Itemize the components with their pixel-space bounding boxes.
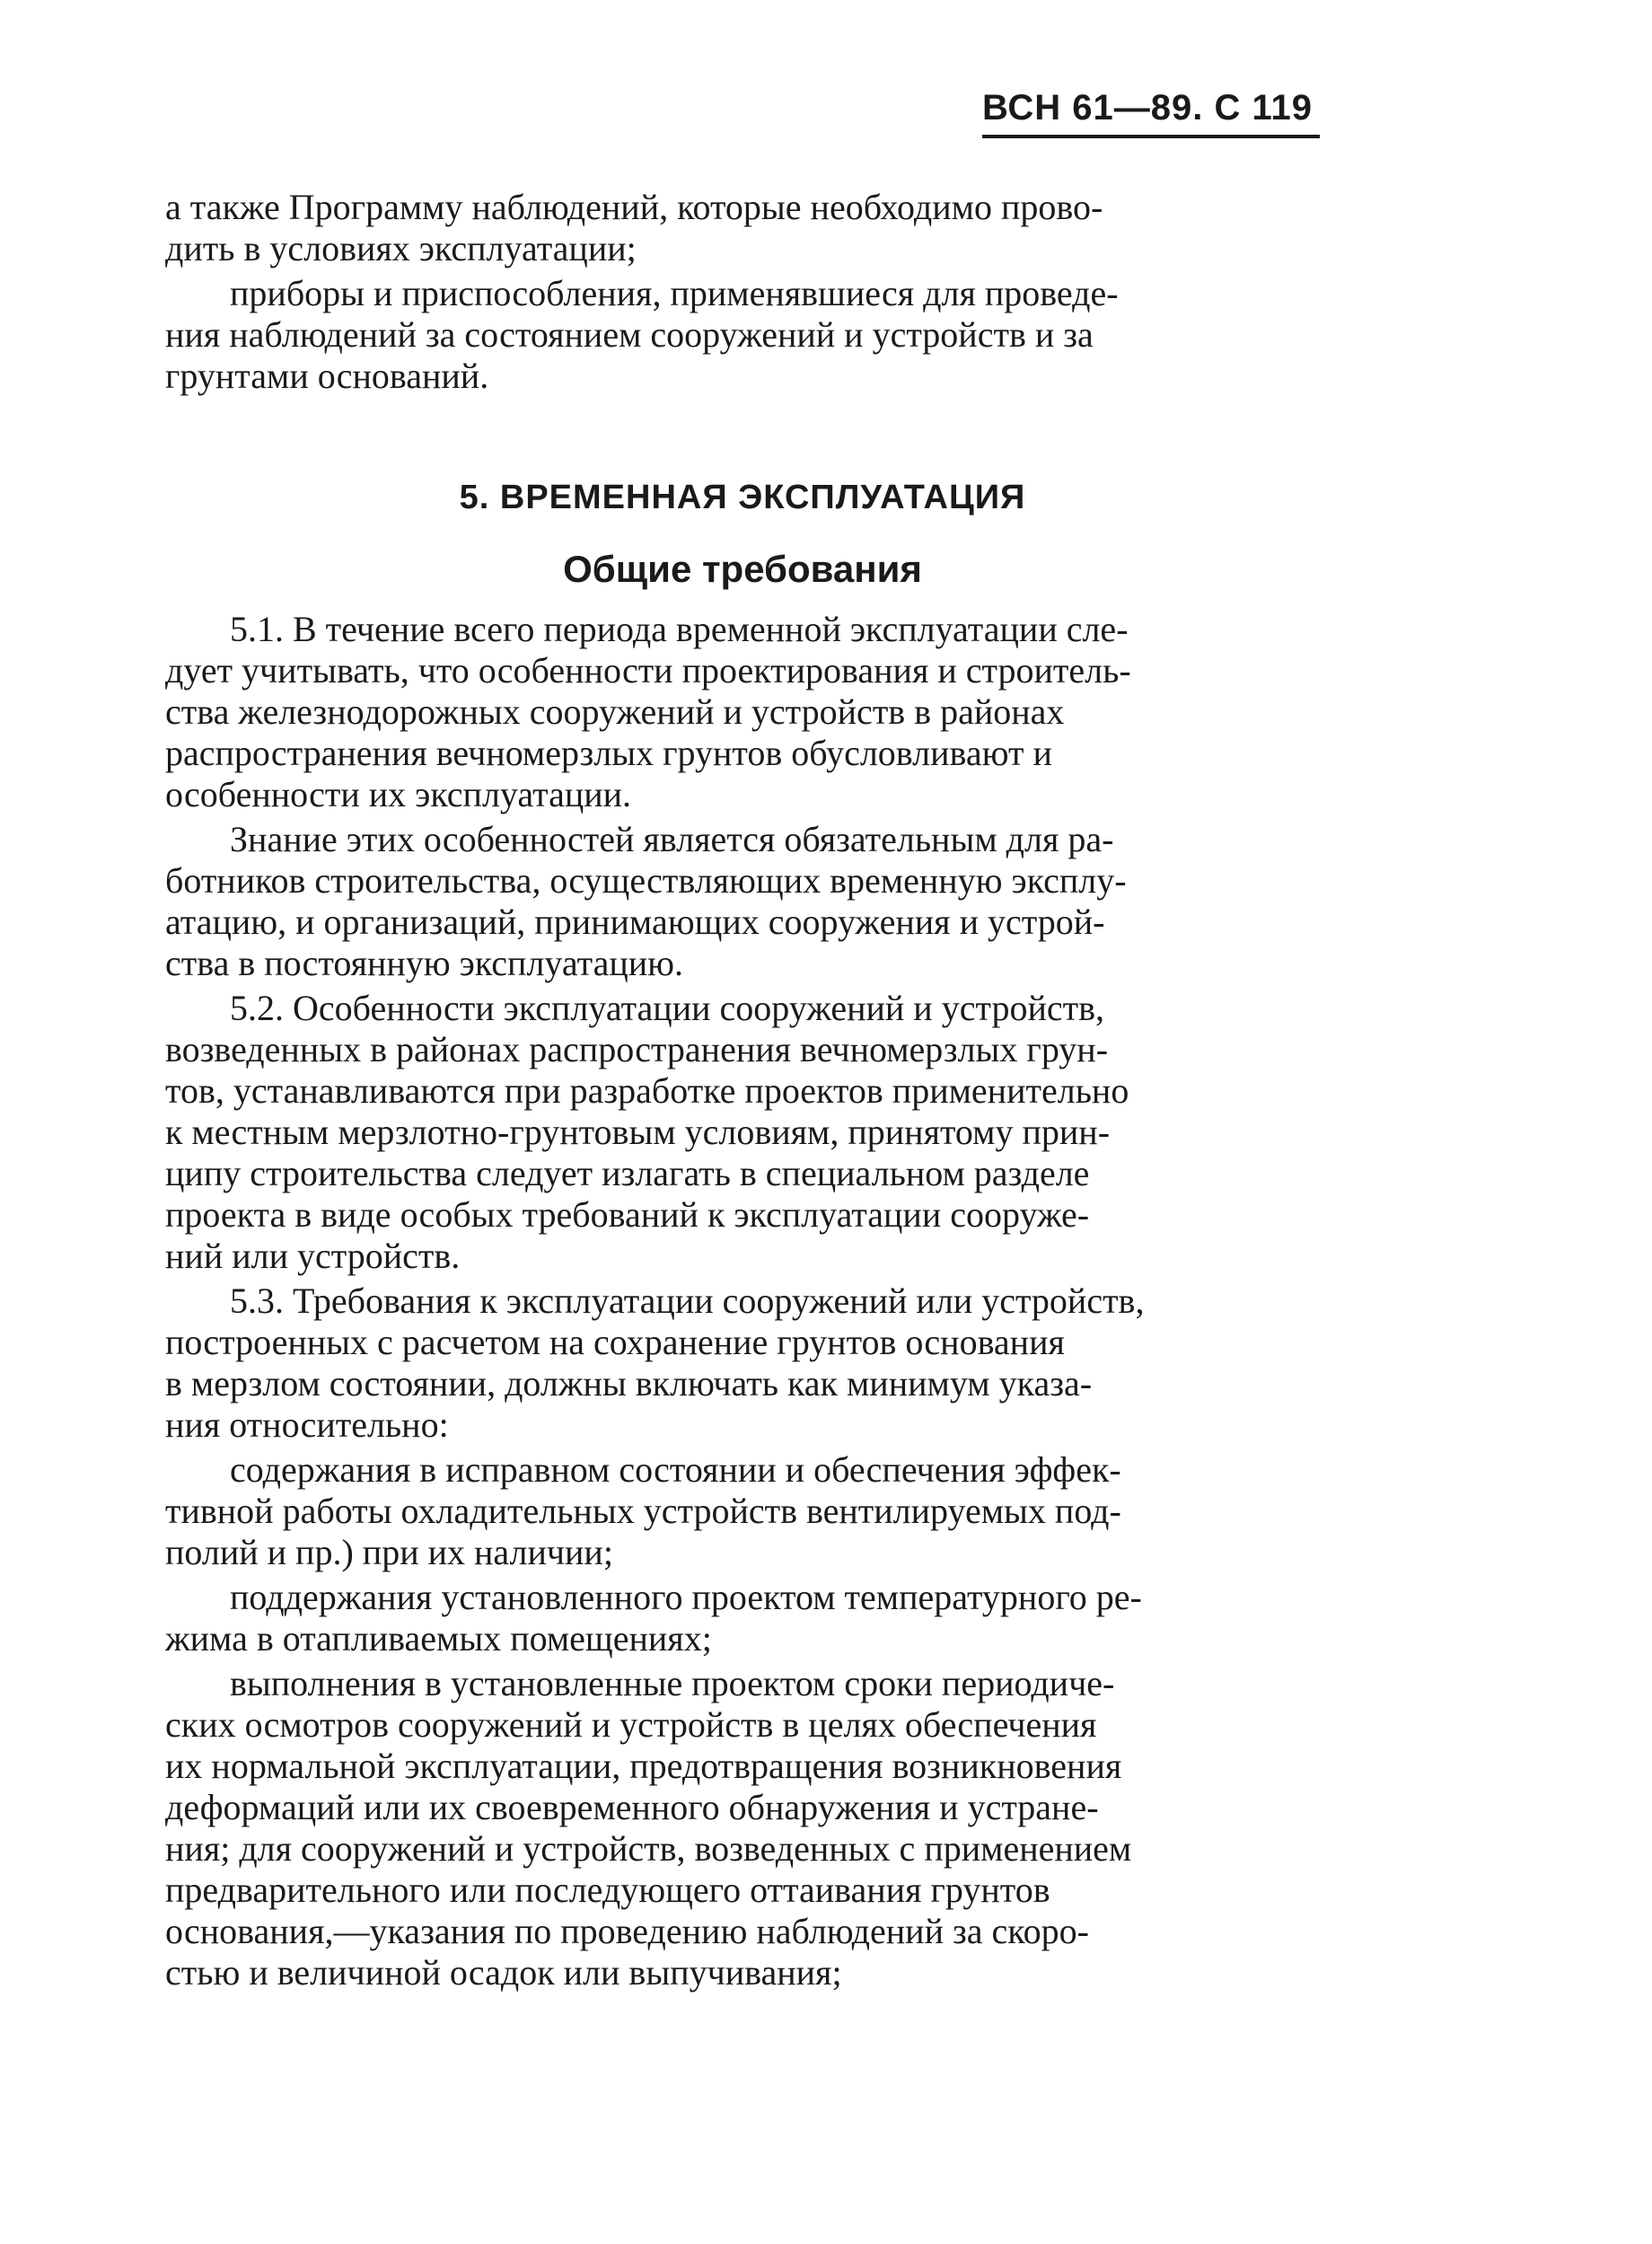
paragraph-5-1: 5.1. В течение всего периода временной эксплуатации сле- дует учитывать, что особенности проектирования и строитель- ства железнодорожных сооружений и устройств в районах распространения вечномерзлых грунтов обусловливают и особенности их эксплуатации. [165,609,1131,814]
section-subheading: Общие требования [563,548,922,590]
list-item-cooling-devices: содержания в исправном состоянии и обеспечения эффек- тивной работы охладительных устройств вентилируемых под- полий и пр.) при их наличии; [165,1449,1121,1572]
running-header-title: ВСН 61—89. С 119 [982,88,1313,128]
running-header [982,88,1320,142]
section-heading: 5. ВРЕМЕННАЯ ЭКСПЛУАТАЦИЯ [459,479,1026,516]
intro-paragraph-2: приборы и приспособления, применявшиеся для проведе- ния наблюдений за состоянием сооружений и устройств и за грунтами оснований. [165,273,1119,396]
paragraph-5-2: 5.2. Особенности эксплуатации сооружений и устройств, возведенных в районах распространения вечномерзлых грун- тов, устанавливаются при разработке проектов применительно к местным мерзлотно-грунтовым условиям, принятому прин- ципу строительства следует излагать в специальном разделе проекта в виде особых требований к эксплуатации сооруже- ний или устройств. [165,988,1129,1276]
body-text [165,187,1320,1993]
list-item-temperature-regime: поддержания установленного проектом температурного ре- жима в отапливаемых помещениях; [165,1577,1142,1659]
header-rule [982,135,1320,138]
paragraph-5-1-knowledge: Знание этих особенностей является обязательным для ра- ботников строительства, осуществляющих временную эксплу- атацию, и организаций, принимающих сооружения и устрой- ства в постоянную эксплуатацию. [165,819,1127,983]
paragraph-5-3: 5.3. Требования к эксплуатации сооружений или устройств, построенных с расчетом на сохранение грунтов основания в мерзлом состоянии, должны включать как минимум указа- ния относительно: [165,1280,1145,1445]
intro-paragraph-1: а также Программу наблюдений, которые необходимо прово- дить в условиях эксплуатации; [165,187,1103,268]
list-item-periodic-inspections: выполнения в установленные проектом сроки периодиче- ских осмотров сооружений и устройств в целях обеспечения их нормальной эксплуатации, предотвращения возникновения деформаций или их своевременного обнаружения и устране- ния; для сооружений и устройств, возведенных с применением предварительного или последующего оттаивания грунтов основания,—указания по проведению наблюдений за скоро- стью и величиной осадок или выпучивания; [165,1663,1132,1993]
